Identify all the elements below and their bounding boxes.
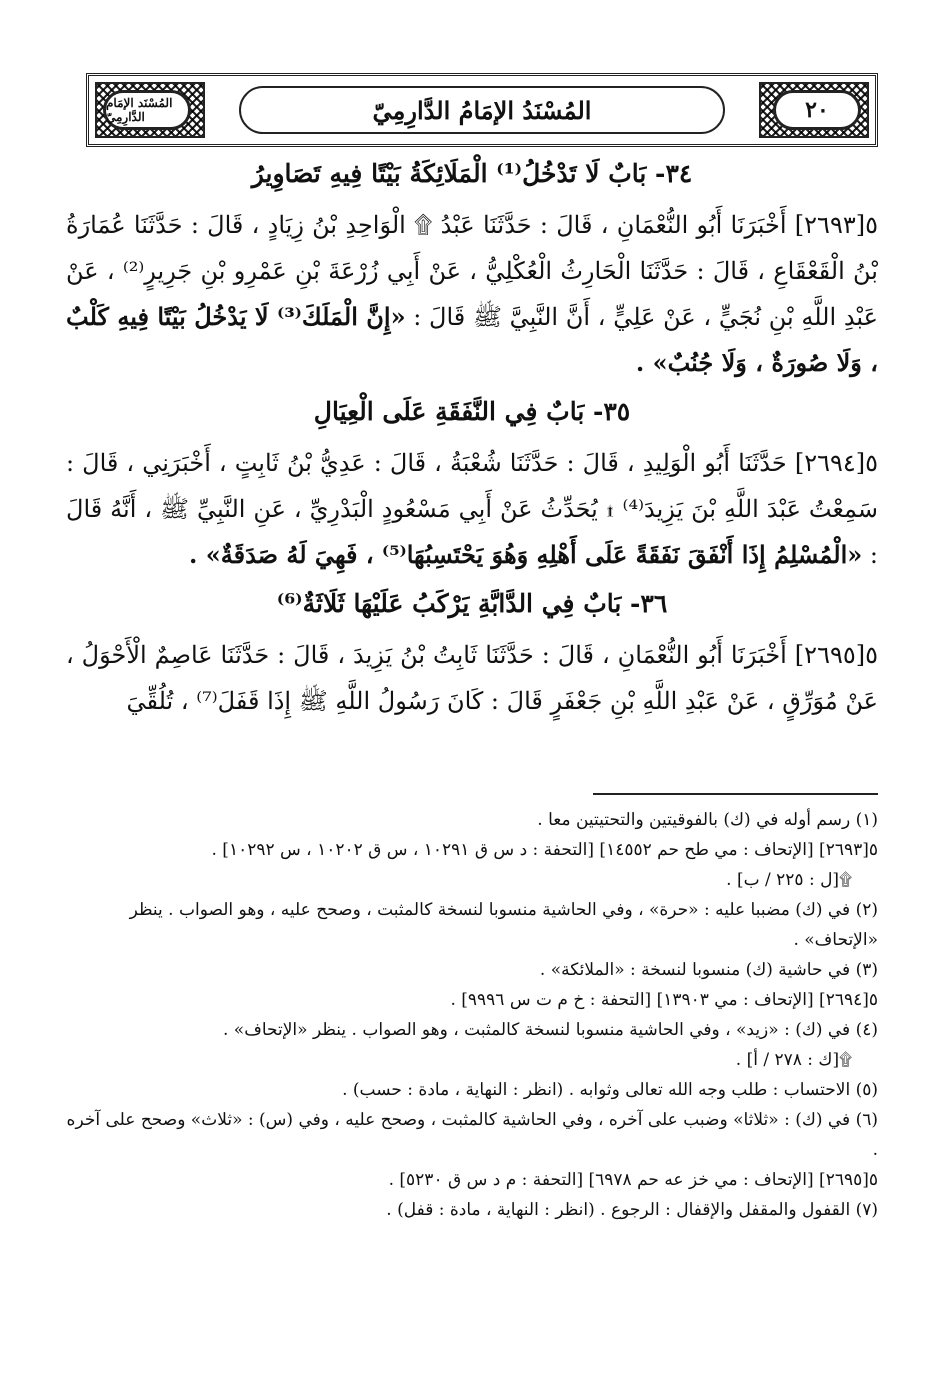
footnote: (٥) الاحتساب : طلب وجه الله تعالى وثوابه . (انظر : النهاية ، مادة : حسب) . [342,1080,878,1100]
hadith-paragraph [66,632,878,724]
footnote-separator [593,793,878,795]
footnote: (٢) في (ك) مضببا عليه : «حرة» ، وفي الحاشية منسوبا لنسخة كالمثبت ، وصحح عليه ، وهو الصواب . ينظر «الإتحاف» . [129,900,878,950]
hadith-number: ٥[٢٦٩٣] [794,211,878,239]
running-title-text: المُسْنَدُ الإمَامُ الدَّارِمِيّ [372,95,592,125]
footnote: ٥[٢٦٩٣] [الإتحاف : مي طح حم ١٤٥٥٢] [التحفة : د س ق ١٠٢٩١ ، س ق ١٠٢٠٢ ، س ١٠٢٩٢] . [211,840,878,860]
book-emblem: المُسْنَد الإمَام الدَّارِمِيّ [103,90,191,130]
main-text [66,150,878,730]
running-title [239,86,725,134]
footnote: (١) رسم أوله في (ك) بالفوقيتين والتحتيتين معا . [537,810,878,830]
hadith-number: ٥[٢٦٩٤] [794,449,879,477]
footnote: ٥[٢٦٩٤] [الإتحاف : مي ١٣٩٠٣] [التحفة : خ م ت س ٩٩٩٦] . [450,990,878,1010]
footnote: ٥[٢٦٩٥] [الإتحاف : مي خز عه حم ٦٩٧٨] [التحفة : م د س ق ٥٢٣٠] . [388,1170,878,1190]
hadith-chain: أَخْبَرَنَا أَبُو النُّعْمَانِ ، قَالَ : حَدَّثَنَا عَبْدُ ۩ الْوَاحِدِ بْنُ زِيَادٍ ، قَالَ : حَدَّثَنَا عُمَارَةُ بْنُ الْقَعْقَاعِ ، قَالَ : حَدَّثَنَا الْحَارِثُ الْعُكْلِيُّ ، عَنْ أَبِي زُرْعَةَ بْنِ عَمْرِو بْنِ جَرِيرٍ⁽²⁾ ، عَنْ عَبْدِ اللَّهِ بْنِ نُجَيٍّ ، عَنْ عَلِيٍّ ، أَنَّ النَّبِيَّ ﷺ قَالَ : [66,211,878,331]
footnote: (٦) في (ك) : «ثلاثا» وضبب على آخره ، وفي الحاشية كالمثبت ، وصحح عليه ، وفي (س) : «ثلاث» وصحح على آخره . [66,1110,878,1160]
hadith-matn: «الْمُسْلِمُ إِذَا أَنْفَقَ نَفَقَةً عَلَى أَهْلِهِ وَهُوَ يَحْتَسِبُهَا⁽⁵⁾ ، فَهِيَ لَهُ صَدَقَةٌ» . [189,540,863,569]
page-number: ٢٠ [773,90,861,130]
hadith-chain: حَدَّثَنَا أَبُو الْوَلِيدِ ، قَالَ : حَدَّثَنَا شُعْبَةُ ، قَالَ : عَدِيُّ بْنُ ثَابِتٍ ، أَخْبَرَنِي ، قَالَ : سَمِعْتُ عَبْدَ اللَّهِ بْنَ يَزِيدَ⁽⁴⁾ ۩ يُحَدِّثُ عَنْ أَبِي مَسْعُودٍ الْبَدْرِيِّ ، عَنِ النَّبِيِّ ﷺ ، أَنَّهُ قَالَ : [66,449,879,569]
hadith-chain: أَخْبَرَنَا أَبُو النُّعْمَانِ ، قَالَ : حَدَّثَنَا ثَابِتُ بْنُ يَزِيدَ ، قَالَ : حَدَّثَنَا عَاصِمٌ الْأَحْوَلُ ، عَنْ مُوَرِّقٍ ، عَنْ عَبْدِ اللَّهِ بْنِ جَعْفَرٍ قَالَ : كَانَ رَسُولُ اللَّهِ ﷺ إِذَا قَفَلَ⁽⁷⁾ ، تُلُقِّيَ [66,641,878,715]
footnote: (٤) في (ك) : «زيد» ، وفي الحاشية منسوبا لنسخة كالمثبت ، وهو الصواب . ينظر «الإتحاف» . [223,1020,878,1040]
footnote: (٣) في حاشية (ك) منسوبا لنسخة : «الملائكة» . [539,960,878,980]
footnote: (٧) القفول والمقفل والإقفال : الرجوع . (انظر : النهاية ، مادة : قفل) . [386,1200,878,1220]
hadith-paragraph [66,440,878,578]
chapter-heading: ٣٤- بَابٌ لَا تَدْخُلُ⁽¹⁾ الْمَلَائِكَةُ بَيْتًا فِيهِ تَصَاوِيرُ [251,159,693,188]
hadith-number: ٥[٢٦٩٥] [794,641,878,669]
chapter-heading: ٣٦- بَابٌ فِي الدَّابَّةِ يَرْكَبُ عَلَيْهَا ثَلَاثَةٌ⁽⁶⁾ [276,589,668,618]
footnote: ۩[ل : ٢٢٥ / ب] . [726,870,852,890]
page-header [86,73,878,147]
hadith-paragraph [66,202,878,386]
hadith-matn: «إِنَّ الْمَلَكَ⁽³⁾ لَا يَدْخُلُ بَيْتًا فِيهِ كَلْبٌ ، وَلَا صُورَةٌ ، وَلَا جُنُبٌ» . [66,302,878,377]
chapter-heading: ٣٥- بَابٌ فِي النَّفَقَةِ عَلَى الْعِيَالِ [313,397,631,426]
footnotes [60,805,878,1225]
footnote: ۩[ك : ٢٧٨ / أ] . [735,1050,852,1070]
